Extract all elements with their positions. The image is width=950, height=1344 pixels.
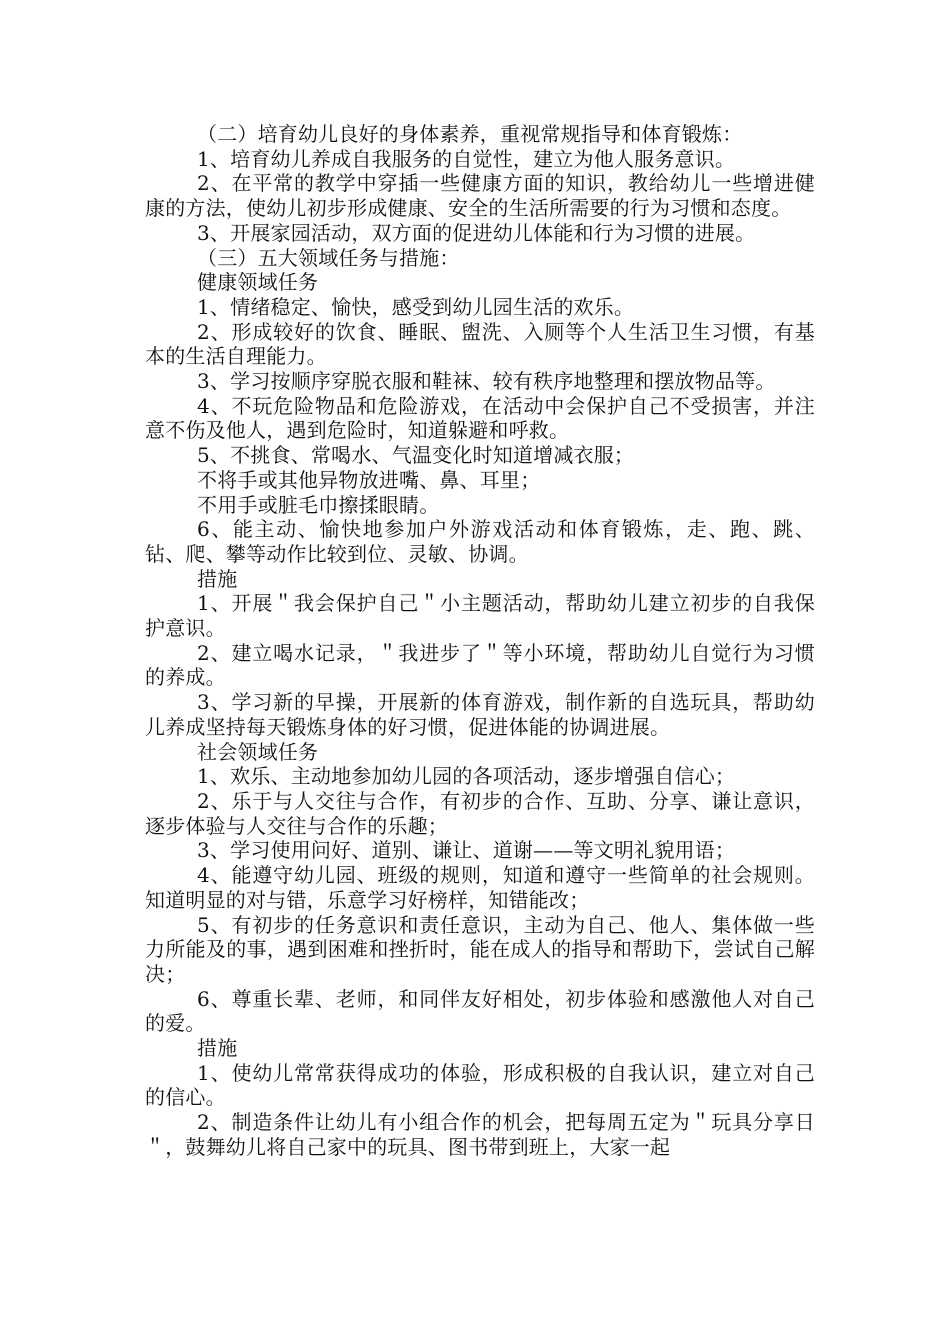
paragraph: 社会领域任务 bbox=[197, 739, 319, 764]
paragraph: 不将手或其他异物放进嘴、鼻、耳里； bbox=[197, 467, 541, 492]
paragraph: 不用手或脏毛巾擦揉眼睛。 bbox=[197, 492, 440, 517]
paragraph: 5、不挑食、常喝水、气温变化时知道增减衣服； bbox=[197, 443, 635, 468]
paragraph: 4、能遵守幼儿园、班级的规则，知道和遵守一些简单的社会规则。知道明显的对与错，乐意学习好榜样，知错能改； bbox=[145, 863, 815, 912]
paragraph: 措施 bbox=[197, 566, 238, 591]
paragraph: 1、欢乐、主动地参加幼儿园的各项活动，逐步增强自信心； bbox=[197, 764, 736, 789]
paragraph: 1、使幼儿常常获得成功的体验，形成积极的自我认识，建立对自己的信心。 bbox=[145, 1060, 815, 1110]
paragraph: 1、培育幼儿养成自我服务的自觉性，建立为他人服务意识。 bbox=[197, 146, 736, 171]
paragraph: 1、开展＂我会保护自己＂小主题活动，帮助幼儿建立初步的自我保护意识。 bbox=[145, 591, 815, 641]
paragraph: 3、开展家园活动，双方面的促进幼儿体能和行为习惯的进展。 bbox=[197, 220, 756, 245]
paragraph: 2、制造条件让幼儿有小组合作的机会，把每周五定为＂玩具分享日＂，鼓舞幼儿将自己家中的玩具、图书带到班上，大家一起 bbox=[145, 1110, 815, 1159]
paragraph: 6、能主动、愉快地参加户外游戏活动和体育锻炼，走、跑、跳、钻、爬、攀等动作比较到位、灵敏、协调。 bbox=[145, 517, 815, 566]
paragraph: 2、形成较好的饮食、睡眠、盥洗、入厕等个人生活卫生习惯，有基本的生活自理能力。 bbox=[145, 319, 815, 369]
paragraph: 3、学习按顺序穿脱衣服和鞋袜、较有秩序地整理和摆放物品等。 bbox=[197, 369, 776, 394]
paragraph: 1、情绪稳定、愉快，感受到幼儿园生活的欢乐。 bbox=[197, 294, 635, 319]
paragraph: （二）培育幼儿良好的身体素养，重视常规指导和体育锻炼： bbox=[197, 122, 743, 146]
paragraph: 3、学习新的早操，开展新的体育游戏，制作新的自选玩具，帮助幼儿养成坚持每天锻炼身体的好习惯，促进体能的协调进展。 bbox=[145, 690, 815, 739]
paragraph: 5、有初步的任务意识和责任意识，主动为自己、他人、集体做一些力所能及的事，遇到困难和挫折时，能在成人的指导和帮助下，尝试自己解决； bbox=[145, 912, 815, 986]
paragraph: 2、乐于与人交往与合作，有初步的合作、互助、分享、谦让意识，逐步体验与人交往与合作的乐趣； bbox=[145, 788, 815, 838]
document-body bbox=[145, 122, 815, 1160]
paragraph: 3、学习使用问好、道别、谦让、道谢——等文明礼貌用语； bbox=[197, 838, 736, 863]
paragraph: （三）五大领域任务与措施： bbox=[197, 245, 460, 270]
paragraph: 2、建立喝水记录，＂我进步了＂等小环境，帮助幼儿自觉行为习惯的养成。 bbox=[145, 640, 815, 690]
paragraph: 措施 bbox=[197, 1036, 238, 1061]
paragraph: 健康领域任务 bbox=[197, 270, 319, 295]
paragraph: 6、尊重长辈、老师，和同伴友好相处，初步体验和感激他人对自己的爱。 bbox=[145, 986, 815, 1036]
paragraph: 4、不玩危险物品和危险游戏，在活动中会保护自己不受损害，并注意不伤及他人，遇到危险时，知道躲避和呼救。 bbox=[145, 393, 815, 443]
paragraph: 2、在平常的教学中穿插一些健康方面的知识，教给幼儿一些增进健康的方法，使幼儿初步形成健康、安全的生活所需要的行为习惯和态度。 bbox=[145, 171, 815, 221]
